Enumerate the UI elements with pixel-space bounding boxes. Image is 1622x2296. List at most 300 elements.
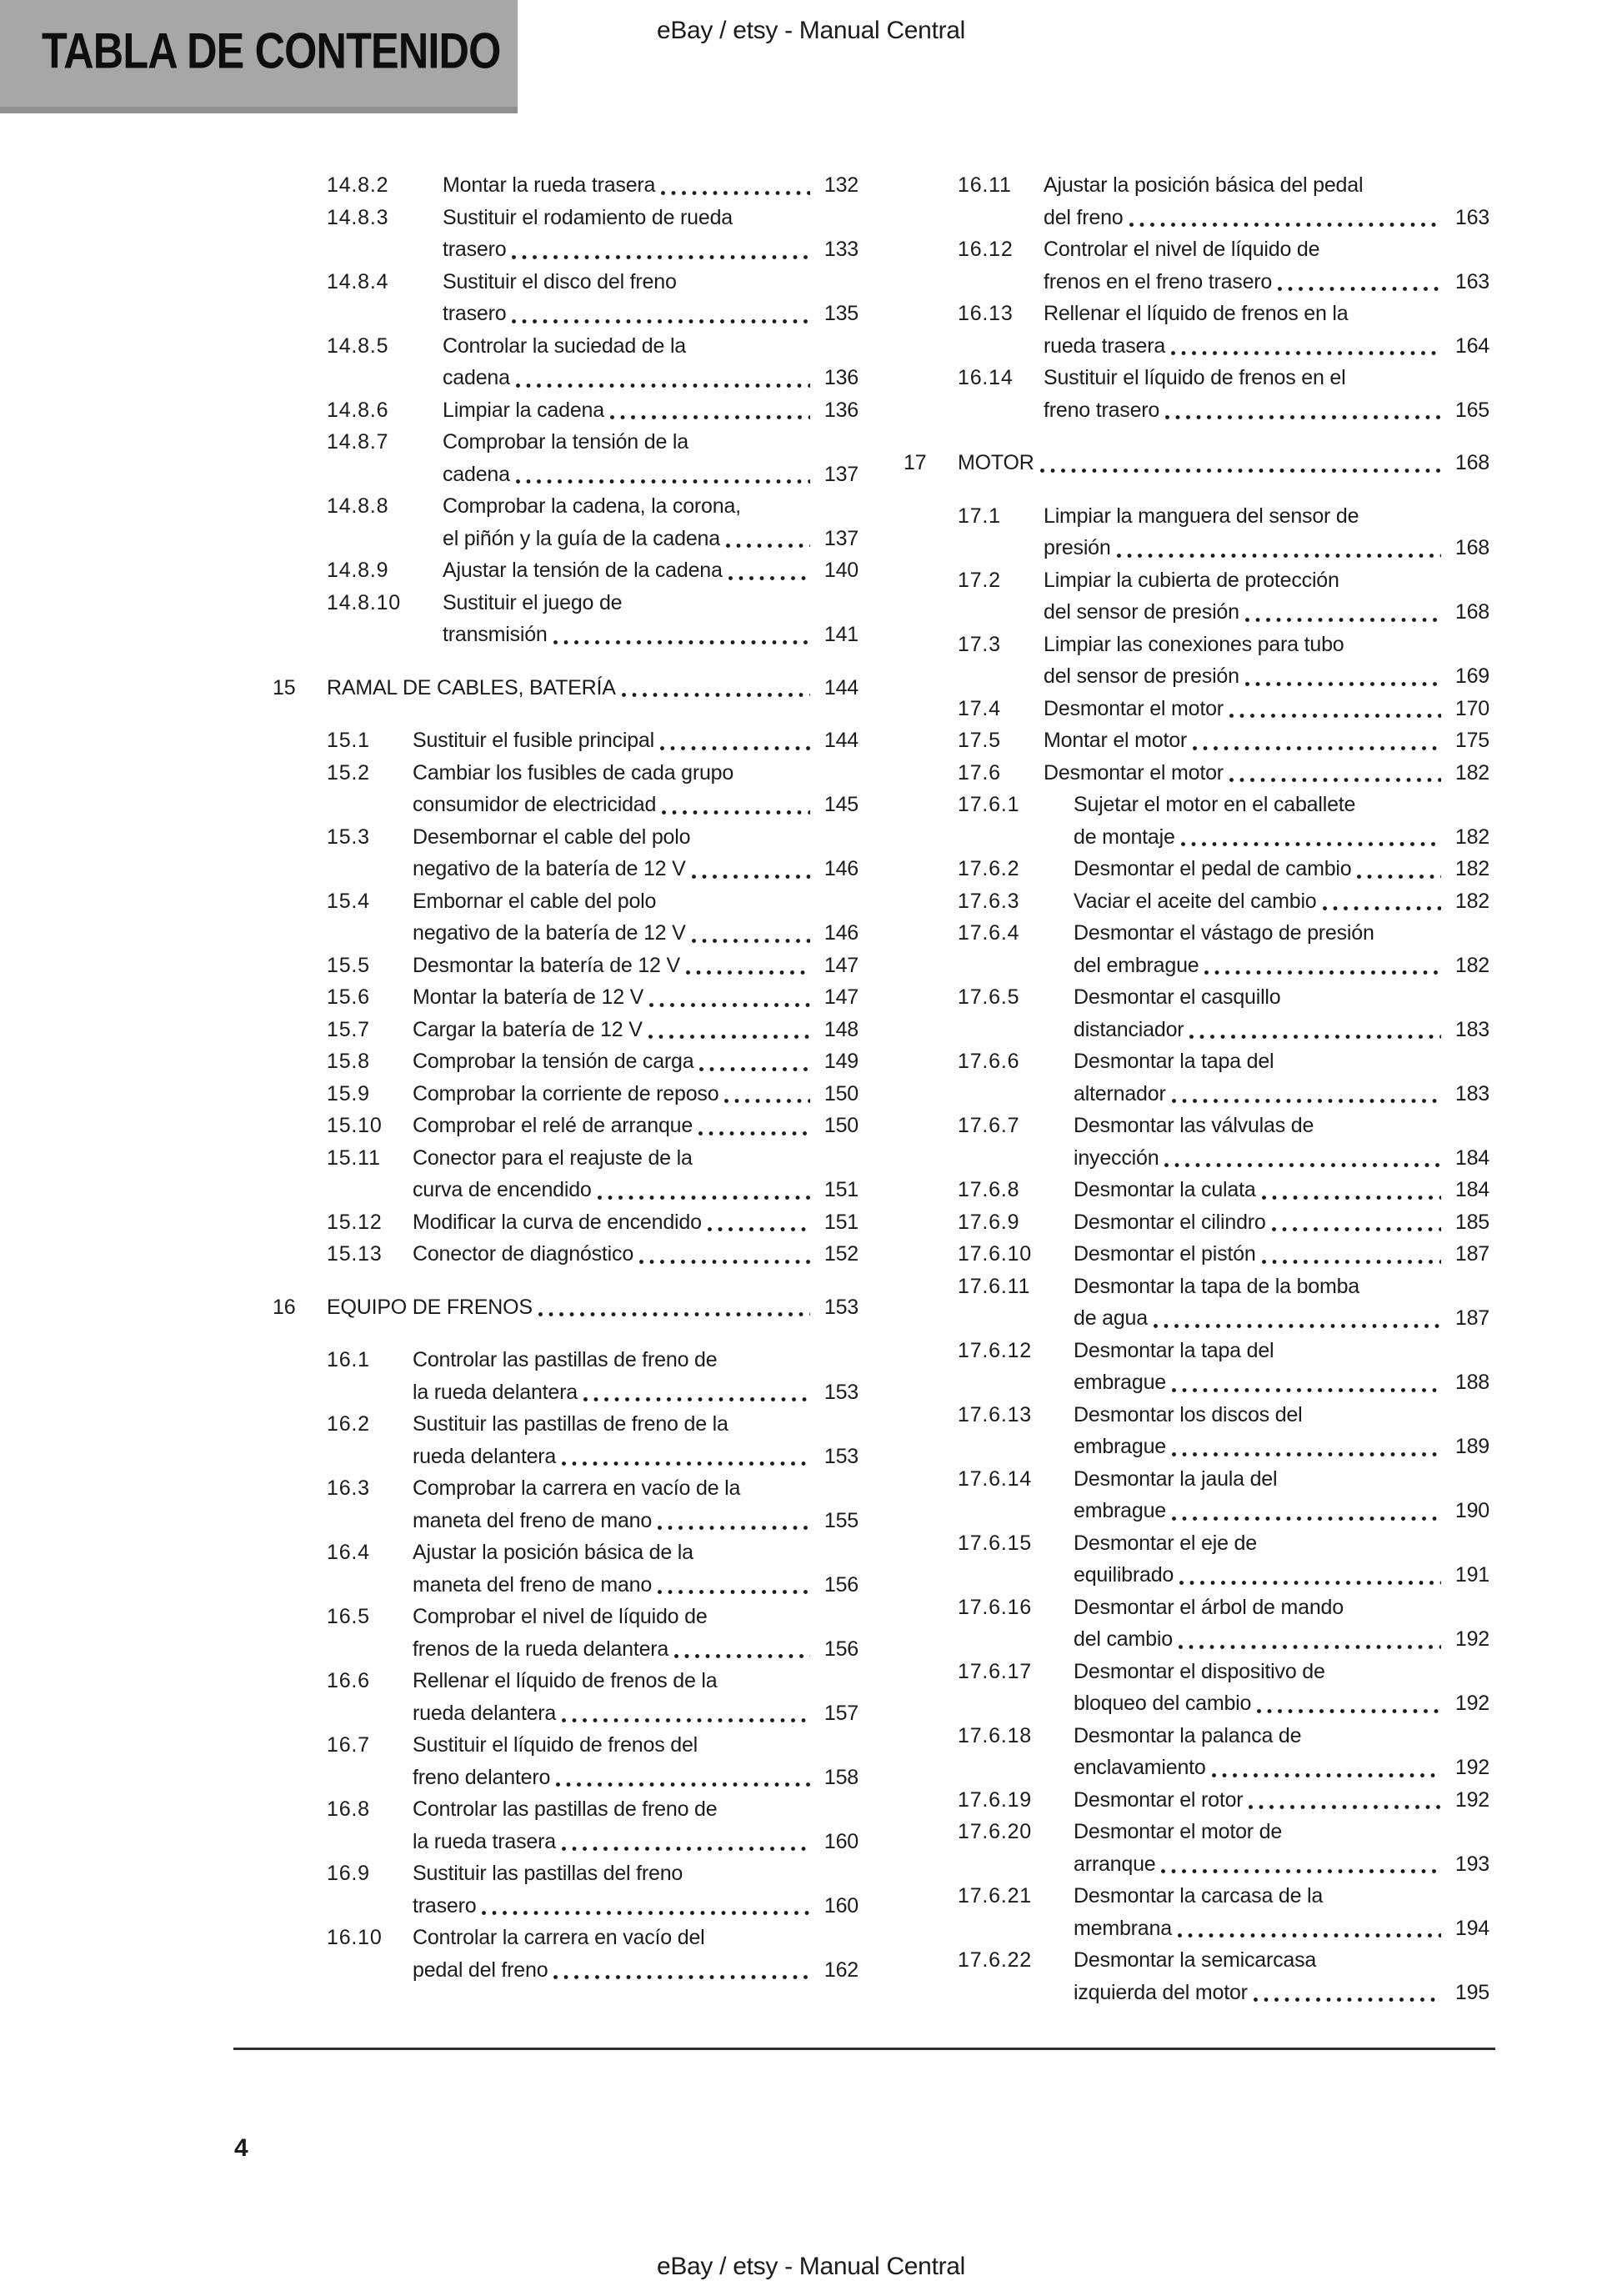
toc-entry-body (1074, 1656, 1489, 1720)
toc-entry-number: 15.13 (327, 1242, 383, 1266)
toc-entry-lastline (327, 1291, 859, 1324)
toc-entry-title-line: Desmontar el casquillo (1074, 985, 1281, 1009)
toc-entry (904, 1880, 1489, 1944)
toc-entry-title-line: Sustituir las pastillas de freno de la (413, 1412, 728, 1436)
dot-leader-icon (553, 639, 810, 645)
toc-entry-body (1044, 724, 1489, 757)
toc-entry-number: 15.9 (327, 1081, 370, 1105)
dot-leader-icon (1172, 1516, 1441, 1521)
dot-leader-icon (1189, 1034, 1441, 1040)
toc-entry-body (1044, 362, 1489, 426)
toc-entry-page: 191 (1454, 1563, 1489, 1587)
toc-entry-lastline (1074, 1302, 1489, 1335)
toc-entry (904, 1527, 1489, 1592)
toc-entry-title-line: alternador (1074, 1081, 1166, 1105)
toc-entry-title-line: consumidor de electricidad (413, 793, 657, 816)
dot-leader-icon (1278, 286, 1441, 292)
toc-entry (904, 757, 1489, 790)
toc-entry-page: 168 (1454, 536, 1489, 559)
toc-entry-lastline (443, 554, 859, 587)
toc-entry-body (443, 554, 859, 587)
toc-entry-lastline (443, 169, 859, 202)
toc-entry-lastline (443, 459, 859, 491)
toc-entry (273, 1078, 859, 1110)
toc-entry-number: 16.14 (958, 366, 1014, 389)
toc-entry-body (413, 981, 859, 1014)
toc-entry (904, 1816, 1489, 1880)
toc-entry-page: 147 (824, 985, 859, 1009)
dot-leader-icon (622, 692, 810, 698)
dot-leader-icon (1272, 1226, 1441, 1232)
toc-entry-lastline (413, 1569, 859, 1602)
toc-section (904, 447, 1489, 479)
toc-entry-number: 15.8 (327, 1050, 370, 1073)
toc-entry-page: 137 (824, 462, 859, 486)
toc-entry-body (1074, 1720, 1489, 1784)
toc-entry-lastline (1044, 724, 1489, 757)
toc-entry (904, 1399, 1489, 1463)
toc-entry-lastline (413, 1078, 859, 1110)
dot-leader-icon (692, 874, 810, 880)
toc-entry-lastline (443, 233, 859, 266)
footer-divider (233, 2048, 1495, 2050)
toc-entry-body (1044, 169, 1489, 233)
toc-entry-number: 15.4 (327, 889, 370, 913)
toc-entry-lastline (1074, 853, 1489, 885)
dot-leader-icon (1245, 617, 1441, 623)
toc-entry (273, 1665, 859, 1729)
toc-entry-body (413, 1206, 859, 1239)
toc-entry-lastline (1074, 1495, 1489, 1527)
toc-entry-number: 17.6.3 (958, 889, 1020, 913)
toc-entry-title-line: Controlar la carrera en vacío del (413, 1926, 705, 1949)
toc-section (273, 1291, 859, 1324)
toc-entry-title-line: Desmontar el pedal de cambio (1074, 857, 1352, 880)
toc-entry-number: 17.6.22 (958, 1948, 1033, 1972)
dot-leader-icon (708, 1226, 810, 1232)
toc-entry-lastline (1074, 821, 1489, 854)
toc-entry-page: 168 (1454, 600, 1489, 624)
toc-entry (273, 394, 859, 427)
toc-entry-page: 184 (1454, 1145, 1489, 1170)
toc-entry-title-line: rueda delantera (413, 1701, 557, 1725)
toc-entry (904, 233, 1489, 298)
toc-entry (273, 1238, 859, 1271)
toc-entry-number: 15.3 (327, 825, 370, 849)
toc-entry-lastline (413, 1762, 859, 1794)
dot-leader-icon (658, 1589, 810, 1595)
toc-entry-page: 157 (824, 1701, 859, 1725)
toc-entry-page: 164 (1454, 333, 1489, 358)
toc-entry-number: 15.6 (327, 985, 370, 1009)
toc-entry-body (1074, 1816, 1489, 1880)
toc-entry-lastline (1074, 950, 1489, 982)
toc-entry-body (413, 1537, 859, 1601)
toc-entry-number: 16.2 (327, 1412, 370, 1436)
toc-entry-number: 17.3 (958, 632, 1001, 656)
toc-entry (904, 1271, 1489, 1335)
toc-entry-lastline (1044, 266, 1489, 298)
toc-entry (273, 587, 859, 651)
toc-entry-lastline (1074, 1078, 1489, 1110)
toc-entry-body (413, 1729, 859, 1793)
toc-entry (904, 724, 1489, 757)
toc-entry-title-line: Comprobar el nivel de líquido de (413, 1605, 708, 1628)
toc-entry-number: 15.2 (327, 760, 370, 785)
dot-leader-icon (726, 543, 810, 549)
toc-entry-body (443, 202, 859, 266)
dot-leader-icon (1262, 1259, 1441, 1265)
toc-entry-body (413, 757, 859, 821)
toc-entry-page: 185 (1454, 1210, 1489, 1234)
toc-entry-title-line: Ajustar la posición básica de la (413, 1541, 693, 1564)
toc-entry-page: 188 (1454, 1371, 1489, 1394)
toc-entry-lastline (1074, 1848, 1489, 1881)
toc-entry-lastline (413, 1826, 859, 1858)
toc-entry-page: 169 (1454, 664, 1489, 688)
toc-entry-page: 151 (824, 1178, 859, 1201)
toc-entry-number: 17.6.19 (958, 1787, 1033, 1812)
toc-entry-title-line: Comprobar la corriente de reposo (413, 1081, 719, 1105)
dot-leader-icon (1172, 1387, 1441, 1393)
toc-entry-page: 175 (1454, 729, 1489, 752)
dot-leader-icon (1193, 745, 1441, 751)
toc-entry (273, 169, 859, 202)
toc-entry-page: 156 (824, 1637, 859, 1661)
toc-entry-page: 153 (824, 1444, 859, 1468)
dot-leader-icon (1254, 1997, 1441, 2003)
dot-leader-icon (1178, 1933, 1441, 1938)
toc-entry-lastline (413, 1045, 859, 1078)
toc-entry-body (413, 950, 859, 982)
toc-entry-body (443, 330, 859, 394)
dot-leader-icon (1181, 841, 1441, 847)
dot-leader-icon (639, 1259, 810, 1265)
toc-entry-page: 136 (824, 366, 859, 389)
toc-entry-page: 163 (1454, 269, 1489, 293)
dot-leader-icon (1245, 681, 1441, 687)
dot-leader-icon (562, 1717, 810, 1723)
toc-entry-title-line: Limpiar las conexiones para tubo (1044, 632, 1344, 656)
toc-entry-number: 14.8.3 (327, 205, 389, 229)
toc-entry-lastline (443, 298, 859, 330)
toc-entry (273, 1408, 859, 1472)
toc-entry-number: 16.6 (327, 1669, 370, 1692)
toc-entry-title-line: izquierda del motor (1074, 1980, 1248, 2004)
toc-entry-title-line: Desmontar la tapa del (1074, 1050, 1274, 1073)
toc-entry-page: 184 (1454, 1178, 1489, 1201)
toc-entry-title-line: Comprobar la tensión de la (443, 430, 688, 454)
toc-entry-number: 15.11 (327, 1145, 381, 1170)
toc-entry-title-line: de agua (1074, 1306, 1148, 1330)
dot-leader-icon (516, 479, 810, 484)
toc-entry-body (413, 1045, 859, 1078)
toc-entry-body (413, 1665, 859, 1729)
toc-entry-number: 15.7 (327, 1017, 370, 1041)
toc-entry-page: 193 (1454, 1852, 1489, 1876)
toc-entry-body (443, 394, 859, 427)
toc-entry-body (443, 266, 859, 330)
toc-entry-number: 17.6.7 (958, 1114, 1020, 1137)
toc-entry-number: 17.6.5 (958, 985, 1020, 1009)
toc-column-left (273, 169, 859, 1986)
toc-entry (273, 1729, 859, 1793)
dot-leader-icon (658, 1525, 810, 1531)
toc-entry-number: 17.6.20 (958, 1820, 1033, 1843)
toc-entry (904, 500, 1489, 564)
header-document-title: eBay / etsy - Manual Central (656, 17, 966, 44)
toc-entry-body (413, 885, 859, 950)
dot-leader-icon (1257, 1708, 1441, 1714)
toc-entry-page: 144 (824, 729, 859, 752)
toc-entry-title-line: arranque (1074, 1852, 1156, 1876)
dot-leader-icon (562, 1461, 810, 1466)
dot-leader-icon (1179, 1644, 1441, 1650)
toc-entry-page: 192 (1454, 1787, 1489, 1812)
toc-entry-title-line: Sustituir el rodamiento de rueda (443, 205, 733, 229)
toc-entry (273, 554, 859, 587)
toc-entry-page: 182 (1454, 857, 1489, 880)
toc-entry-lastline (1074, 1431, 1489, 1463)
toc-entry-number: 14.8.7 (327, 430, 389, 454)
dot-leader-icon (699, 1066, 810, 1072)
dot-leader-icon (1179, 1580, 1441, 1586)
toc-entry-number: 17.6.15 (958, 1531, 1033, 1555)
toc-entry-lastline (413, 950, 859, 982)
toc-entry (273, 1142, 859, 1206)
toc-entry-title-line: Vaciar el aceite del cambio (1074, 889, 1317, 913)
toc-entry-title-line: Desembornar el cable del polo (413, 825, 691, 849)
toc-entry-title-line: Desmontar la palanca de (1074, 1723, 1302, 1747)
toc-entry (904, 789, 1489, 853)
toc-entry-body (1074, 1335, 1489, 1399)
dot-leader-icon (556, 1782, 810, 1787)
toc-entry (904, 1592, 1489, 1656)
toc-entry-number: 17.6.21 (958, 1884, 1033, 1907)
toc-entry (273, 724, 859, 757)
toc-entry-number: 17.6.8 (958, 1178, 1020, 1201)
toc-entry-lastline (1074, 1687, 1489, 1720)
toc-entry-lastline (1074, 1752, 1489, 1784)
toc-entry-title-line: Desmontar el motor (1044, 760, 1224, 785)
toc-entry-body (1074, 1784, 1489, 1817)
toc-entry (904, 1110, 1489, 1174)
toc-entry-lastline (413, 1110, 859, 1142)
toc-entry-body (413, 1142, 859, 1206)
toc-entry-title-line: del sensor de presión (1044, 664, 1239, 688)
toc-entry-title-line: rueda trasera (1044, 333, 1166, 358)
toc-entry-page: 133 (824, 238, 859, 261)
dot-leader-icon (662, 810, 810, 815)
toc-entry-page: 149 (824, 1050, 859, 1073)
toc-entry-lastline (1044, 660, 1489, 693)
dot-leader-icon (553, 1974, 810, 1980)
toc-entry-body (1074, 885, 1489, 918)
toc-entry-lastline (1074, 885, 1489, 918)
toc-section-number: 15 (273, 675, 296, 699)
toc-entry-lastline (413, 917, 859, 950)
toc-entry-title-line: frenos en el freno trasero (1044, 269, 1273, 293)
toc-entry-body (1044, 233, 1489, 298)
toc-section-body (958, 447, 1489, 479)
toc-entry-number: 16.3 (327, 1476, 370, 1500)
dot-leader-icon (1262, 1195, 1441, 1201)
toc-entry-title-line: Desmontar la tapa del (1074, 1338, 1274, 1362)
toc-entry-page: 135 (824, 302, 859, 325)
toc-entry-lastline (413, 1954, 859, 1987)
toc-entry-body (1074, 853, 1489, 885)
toc-entry-number: 16.10 (327, 1926, 383, 1949)
toc-entry (904, 1335, 1489, 1399)
dot-leader-icon (583, 1396, 810, 1402)
toc-entry-title-line: Comprobar la carrera en vacío de la (413, 1476, 741, 1500)
toc-entry-lastline (413, 1238, 859, 1271)
dot-leader-icon (724, 1098, 810, 1104)
toc-entry (273, 1344, 859, 1408)
toc-entry-title-line: Desmontar el motor de (1074, 1820, 1283, 1843)
toc-entry-number: 17.6.1 (958, 793, 1020, 816)
toc-entry-number: 17.2 (958, 568, 1001, 592)
toc-entry-title-line: curva de encendido (413, 1178, 592, 1201)
toc-entry-body (413, 724, 859, 757)
toc-entry-body (413, 1344, 859, 1408)
toc-entry-number: 14.8.2 (327, 173, 389, 197)
toc-entry-lastline (1074, 1559, 1489, 1592)
toc-entry (273, 490, 859, 554)
toc-entry-body (1074, 1271, 1489, 1335)
toc-section (273, 672, 859, 704)
toc-entry-body (1074, 1399, 1489, 1463)
toc-entry-title-line: Desmontar la batería de 12 V (413, 953, 680, 977)
toc-entry-title-line: Desmontar los discos del (1074, 1402, 1303, 1426)
toc-entry-page: 160 (824, 1893, 859, 1918)
toc-entry-number: 15.1 (327, 729, 370, 752)
toc-entry-title-line: trasero (413, 1893, 477, 1918)
toc-entry-title-line: Desmontar el vástago de presión (1074, 921, 1374, 945)
toc-entry-lastline (1074, 1784, 1489, 1817)
toc-entry-body (413, 1408, 859, 1472)
toc-entry-title-line: Controlar las pastillas de freno de (413, 1797, 718, 1821)
toc-entry-page: 136 (824, 398, 859, 422)
toc-entry-page: 192 (1454, 1627, 1489, 1651)
toc-entry-lastline (327, 672, 859, 704)
toc-entry (904, 1720, 1489, 1784)
toc-entry-title-line: Desmontar el eje de (1074, 1531, 1257, 1555)
toc-entry-page: 187 (1454, 1242, 1489, 1266)
toc-entry-title-line: de montaje (1074, 825, 1175, 849)
toc-entry-lastline (443, 619, 859, 651)
dot-leader-icon (686, 970, 810, 975)
toc-entry (273, 1857, 859, 1922)
toc-entry-number: 16.7 (327, 1733, 370, 1757)
toc-entry-page: 144 (824, 675, 859, 699)
toc-entry-title-line: embrague (1074, 1371, 1166, 1394)
toc-entry (904, 169, 1489, 233)
toc-entry-number: 17.6.13 (958, 1402, 1033, 1426)
toc-entry-title-line: rueda delantera (413, 1444, 557, 1468)
dot-leader-icon (1171, 350, 1441, 356)
dot-leader-icon (1154, 1323, 1441, 1329)
toc-entry-lastline (413, 1890, 859, 1923)
toc-entry-title-line: Montar la batería de 12 V (413, 985, 644, 1009)
toc-entry-page: 195 (1454, 1980, 1489, 2004)
toc-entry-lastline (413, 853, 859, 885)
toc-entry-body (413, 1793, 859, 1857)
toc-entry (904, 693, 1489, 725)
dot-leader-icon (698, 1130, 810, 1136)
toc-entry-body (443, 490, 859, 554)
toc-entry-lastline (1074, 1174, 1489, 1206)
toc-entry-body (1074, 981, 1489, 1045)
toc-entry-body (1074, 1463, 1489, 1527)
dot-leader-icon (516, 383, 810, 389)
toc-entry-body (1044, 564, 1489, 629)
toc-entry-title-line: Sustituir el disco del freno (443, 269, 677, 293)
toc-entry-title-line: cadena (443, 462, 510, 486)
toc-entry-lastline (413, 1633, 859, 1666)
toc-entry (904, 1784, 1489, 1817)
toc-entry-title-line: membrana (1074, 1916, 1172, 1940)
toc-entry (273, 330, 859, 394)
toc-entry-body (1074, 1206, 1489, 1239)
toc-entry-lastline (413, 981, 859, 1014)
toc-entry (904, 885, 1489, 918)
toc-entry (904, 981, 1489, 1045)
toc-entry (904, 1206, 1489, 1239)
toc-entry-page: 163 (1454, 205, 1489, 229)
footer-page-number: 4 (234, 2134, 248, 2162)
toc-entry-number: 16.1 (327, 1348, 370, 1371)
toc-entry (273, 821, 859, 885)
toc-entry-page: 183 (1454, 1081, 1489, 1105)
toc-entry-number: 14.8.10 (327, 590, 402, 614)
toc-entry-body (1044, 298, 1489, 362)
toc-entry-title-line: Comprobar la cadena, la corona, (443, 494, 741, 518)
toc-entry-number: 17.6.2 (958, 857, 1020, 880)
toc-entry-page: 182 (1454, 889, 1489, 913)
toc-entry-page: 147 (824, 953, 859, 977)
toc-entry-number: 14.8.9 (327, 559, 389, 582)
toc-entry-title-line: la rueda delantera (413, 1380, 578, 1404)
toc-entry-page: 160 (824, 1829, 859, 1853)
toc-entry-title-line: Montar el motor (1044, 729, 1188, 752)
toc-entry-body (413, 1857, 859, 1922)
toc-entry-body (1074, 1238, 1489, 1271)
toc-entry (904, 1174, 1489, 1206)
toc-entry-title-line: transmisión (443, 623, 548, 646)
toc-entry-number: 17.6.18 (958, 1723, 1033, 1747)
toc-entry-number: 16.13 (958, 302, 1014, 325)
toc-entry-body (413, 1601, 859, 1665)
toc-entry-number: 16.5 (327, 1605, 370, 1628)
toc-entry-number: 17.6.16 (958, 1595, 1033, 1619)
toc-entry-page: 192 (1454, 1692, 1489, 1715)
toc-entry (273, 1206, 859, 1239)
toc-entry-number: 17.6.6 (958, 1050, 1020, 1073)
toc-entry-lastline (443, 394, 859, 427)
toc-entry-number: 17.5 (958, 729, 1001, 752)
toc-entry-title-line: negativo de la batería de 12 V (413, 857, 686, 880)
toc-entry-title-line: Desmontar la culata (1074, 1178, 1256, 1201)
toc-entry (904, 1238, 1489, 1271)
toc-entry-title-line: enclavamiento (1074, 1756, 1206, 1779)
toc-entry-page: 182 (1454, 760, 1489, 785)
toc-entry-title-line: equilibrado (1074, 1563, 1174, 1587)
toc-entry-title-line: Montar la rueda trasera (443, 173, 656, 197)
toc-entry-lastline (1044, 330, 1489, 363)
dot-leader-icon (482, 1910, 810, 1916)
toc-entry-number: 17.4 (958, 696, 1001, 720)
